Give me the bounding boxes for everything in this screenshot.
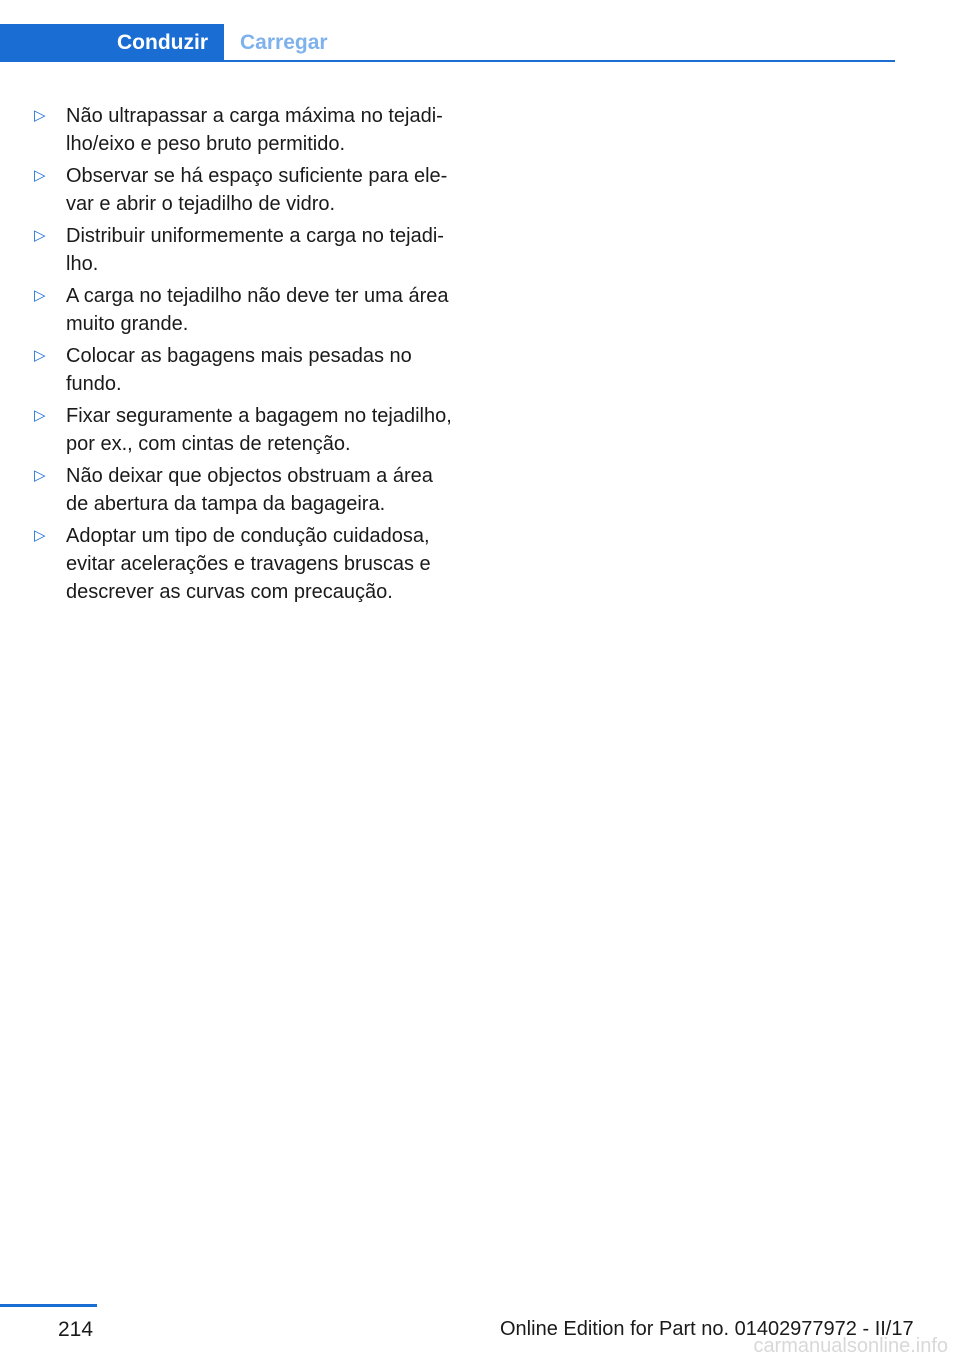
list-item: [34, 222, 454, 278]
chapter-header: [0, 24, 895, 62]
list-item: [34, 462, 454, 518]
list-item: [34, 162, 454, 218]
list-item-text: Adoptar um tipo de condução cuidadosa, evitar acelerações e travagens bruscas e descrever as curvas com precaução.: [66, 525, 431, 603]
list-item-text: Colocar as bagagens mais pesadas no fundo.: [66, 345, 412, 395]
triangle-right-outline-icon: ▷: [34, 227, 46, 244]
list-item: [34, 342, 454, 398]
triangle-right-outline-icon: ▷: [34, 527, 46, 544]
triangle-right-outline-icon: ▷: [34, 287, 46, 304]
triangle-right-outline-icon: ▷: [34, 347, 46, 364]
list-item-text: Observar se há espaço suficiente para ele‐var e abrir o tejadilho de vidro.: [66, 165, 448, 215]
triangle-right-outline-icon: ▷: [34, 467, 46, 484]
edition-info: Online Edition for Part no. 01402977972 - II/17: [500, 1318, 914, 1340]
footer-divider: [0, 1304, 97, 1307]
triangle-right-outline-icon: ▷: [34, 107, 46, 124]
list-item-text: Fixar seguramente a bagagem no tejadilho, por ex., com cintas de retenção.: [66, 405, 452, 455]
list-item: [34, 402, 454, 458]
watermark: carmanualsonline.info: [753, 1335, 948, 1357]
triangle-right-outline-icon: ▷: [34, 407, 46, 424]
list-item: [34, 522, 454, 606]
list-item-text: Distribuir uniformemente a carga no tejadi‐lho.: [66, 225, 444, 275]
tab-carregar[interactable]: Carregar: [240, 31, 328, 54]
list-item-text: Não deixar que objectos obstruam a área de abertura da tampa da bagageira.: [66, 465, 433, 515]
list-item-text: A carga no tejadilho não deve ter uma área muito grande.: [66, 285, 449, 335]
tab-conduzir[interactable]: Conduzir: [0, 24, 224, 62]
list-item: [34, 282, 454, 338]
list-item: [34, 102, 454, 158]
list-item-text: Não ultrapassar a carga máxima no tejadi‐lho/eixo e peso bruto permitido.: [66, 105, 443, 155]
triangle-right-outline-icon: ▷: [34, 167, 46, 184]
loading-guidelines-list: [34, 102, 454, 610]
page-number: 214: [58, 1318, 94, 1341]
